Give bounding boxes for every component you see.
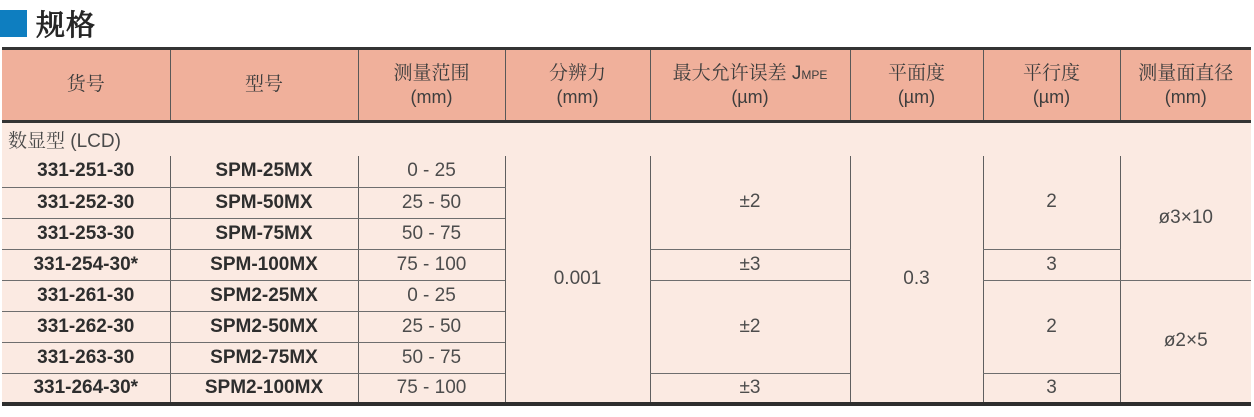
range-cell: 0 - 25 — [358, 280, 505, 311]
mpe-cell: ±2 — [650, 156, 850, 249]
spec-table — [2, 47, 1251, 406]
col-header-face-diameter: 测量面直径 (mm) — [1120, 49, 1251, 122]
col-header-range: 测量范围 (mm) — [358, 49, 505, 122]
col-header-parallelism: 平行度 (µm) — [983, 49, 1120, 122]
section-label: 数显型 (LCD) — [2, 122, 1251, 157]
mpe-cell: ±2 — [650, 280, 850, 373]
parallelism-cell: 3 — [983, 249, 1120, 280]
part-no-cell: 331-254-30* — [2, 249, 170, 280]
flatness-cell: 0.3 — [850, 156, 983, 404]
range-cell: 50 - 75 — [358, 342, 505, 373]
header-row — [2, 49, 1251, 122]
part-no-cell: 331-263-30 — [2, 342, 170, 373]
col-header-mpe: 最大允许误差 JMPE (µm) — [650, 49, 850, 122]
part-no-cell: 331-264-30* — [2, 373, 170, 404]
col-header-flatness: 平面度 (µm) — [850, 49, 983, 122]
range-cell: 25 - 50 — [358, 311, 505, 342]
model-cell: SPM2-75MX — [170, 342, 358, 373]
range-cell: 75 - 100 — [358, 373, 505, 404]
model-cell: SPM2-50MX — [170, 311, 358, 342]
resolution-cell: 0.001 — [505, 156, 650, 404]
model-cell: SPM2-100MX — [170, 373, 358, 404]
part-no-cell: 331-252-30 — [2, 187, 170, 218]
blue-square-bullet-icon — [0, 10, 27, 37]
mpe-cell: ±3 — [650, 249, 850, 280]
model-cell: SPM2-25MX — [170, 280, 358, 311]
section-title — [0, 6, 96, 40]
model-cell: SPM-25MX — [170, 156, 358, 187]
parallelism-cell: 2 — [983, 280, 1120, 373]
face-diameter-cell: ø3×10 — [1120, 156, 1251, 280]
face-diameter-cell: ø2×5 — [1120, 280, 1251, 404]
col-header-model: 型号 — [170, 49, 358, 122]
part-no-cell: 331-253-30 — [2, 218, 170, 249]
range-cell: 25 - 50 — [358, 187, 505, 218]
part-no-cell: 331-251-30 — [2, 156, 170, 187]
model-cell: SPM-100MX — [170, 249, 358, 280]
parallelism-cell: 2 — [983, 156, 1120, 249]
parallelism-cell: 3 — [983, 373, 1120, 404]
mpe-cell: ±3 — [650, 373, 850, 404]
section-row-lcd — [2, 122, 1251, 157]
col-header-part-no: 货号 — [2, 49, 170, 122]
col-header-resolution: 分辨力 (mm) — [505, 49, 650, 122]
part-no-cell: 331-261-30 — [2, 280, 170, 311]
page-title: 规格 — [36, 9, 97, 42]
range-cell: 75 - 100 — [358, 249, 505, 280]
table-row — [2, 156, 1251, 187]
range-cell: 50 - 75 — [358, 218, 505, 249]
model-cell: SPM-75MX — [170, 218, 358, 249]
range-cell: 0 - 25 — [358, 156, 505, 187]
model-cell: SPM-50MX — [170, 187, 358, 218]
mpe-subscript: MPE — [801, 67, 828, 82]
part-no-cell: 331-262-30 — [2, 311, 170, 342]
